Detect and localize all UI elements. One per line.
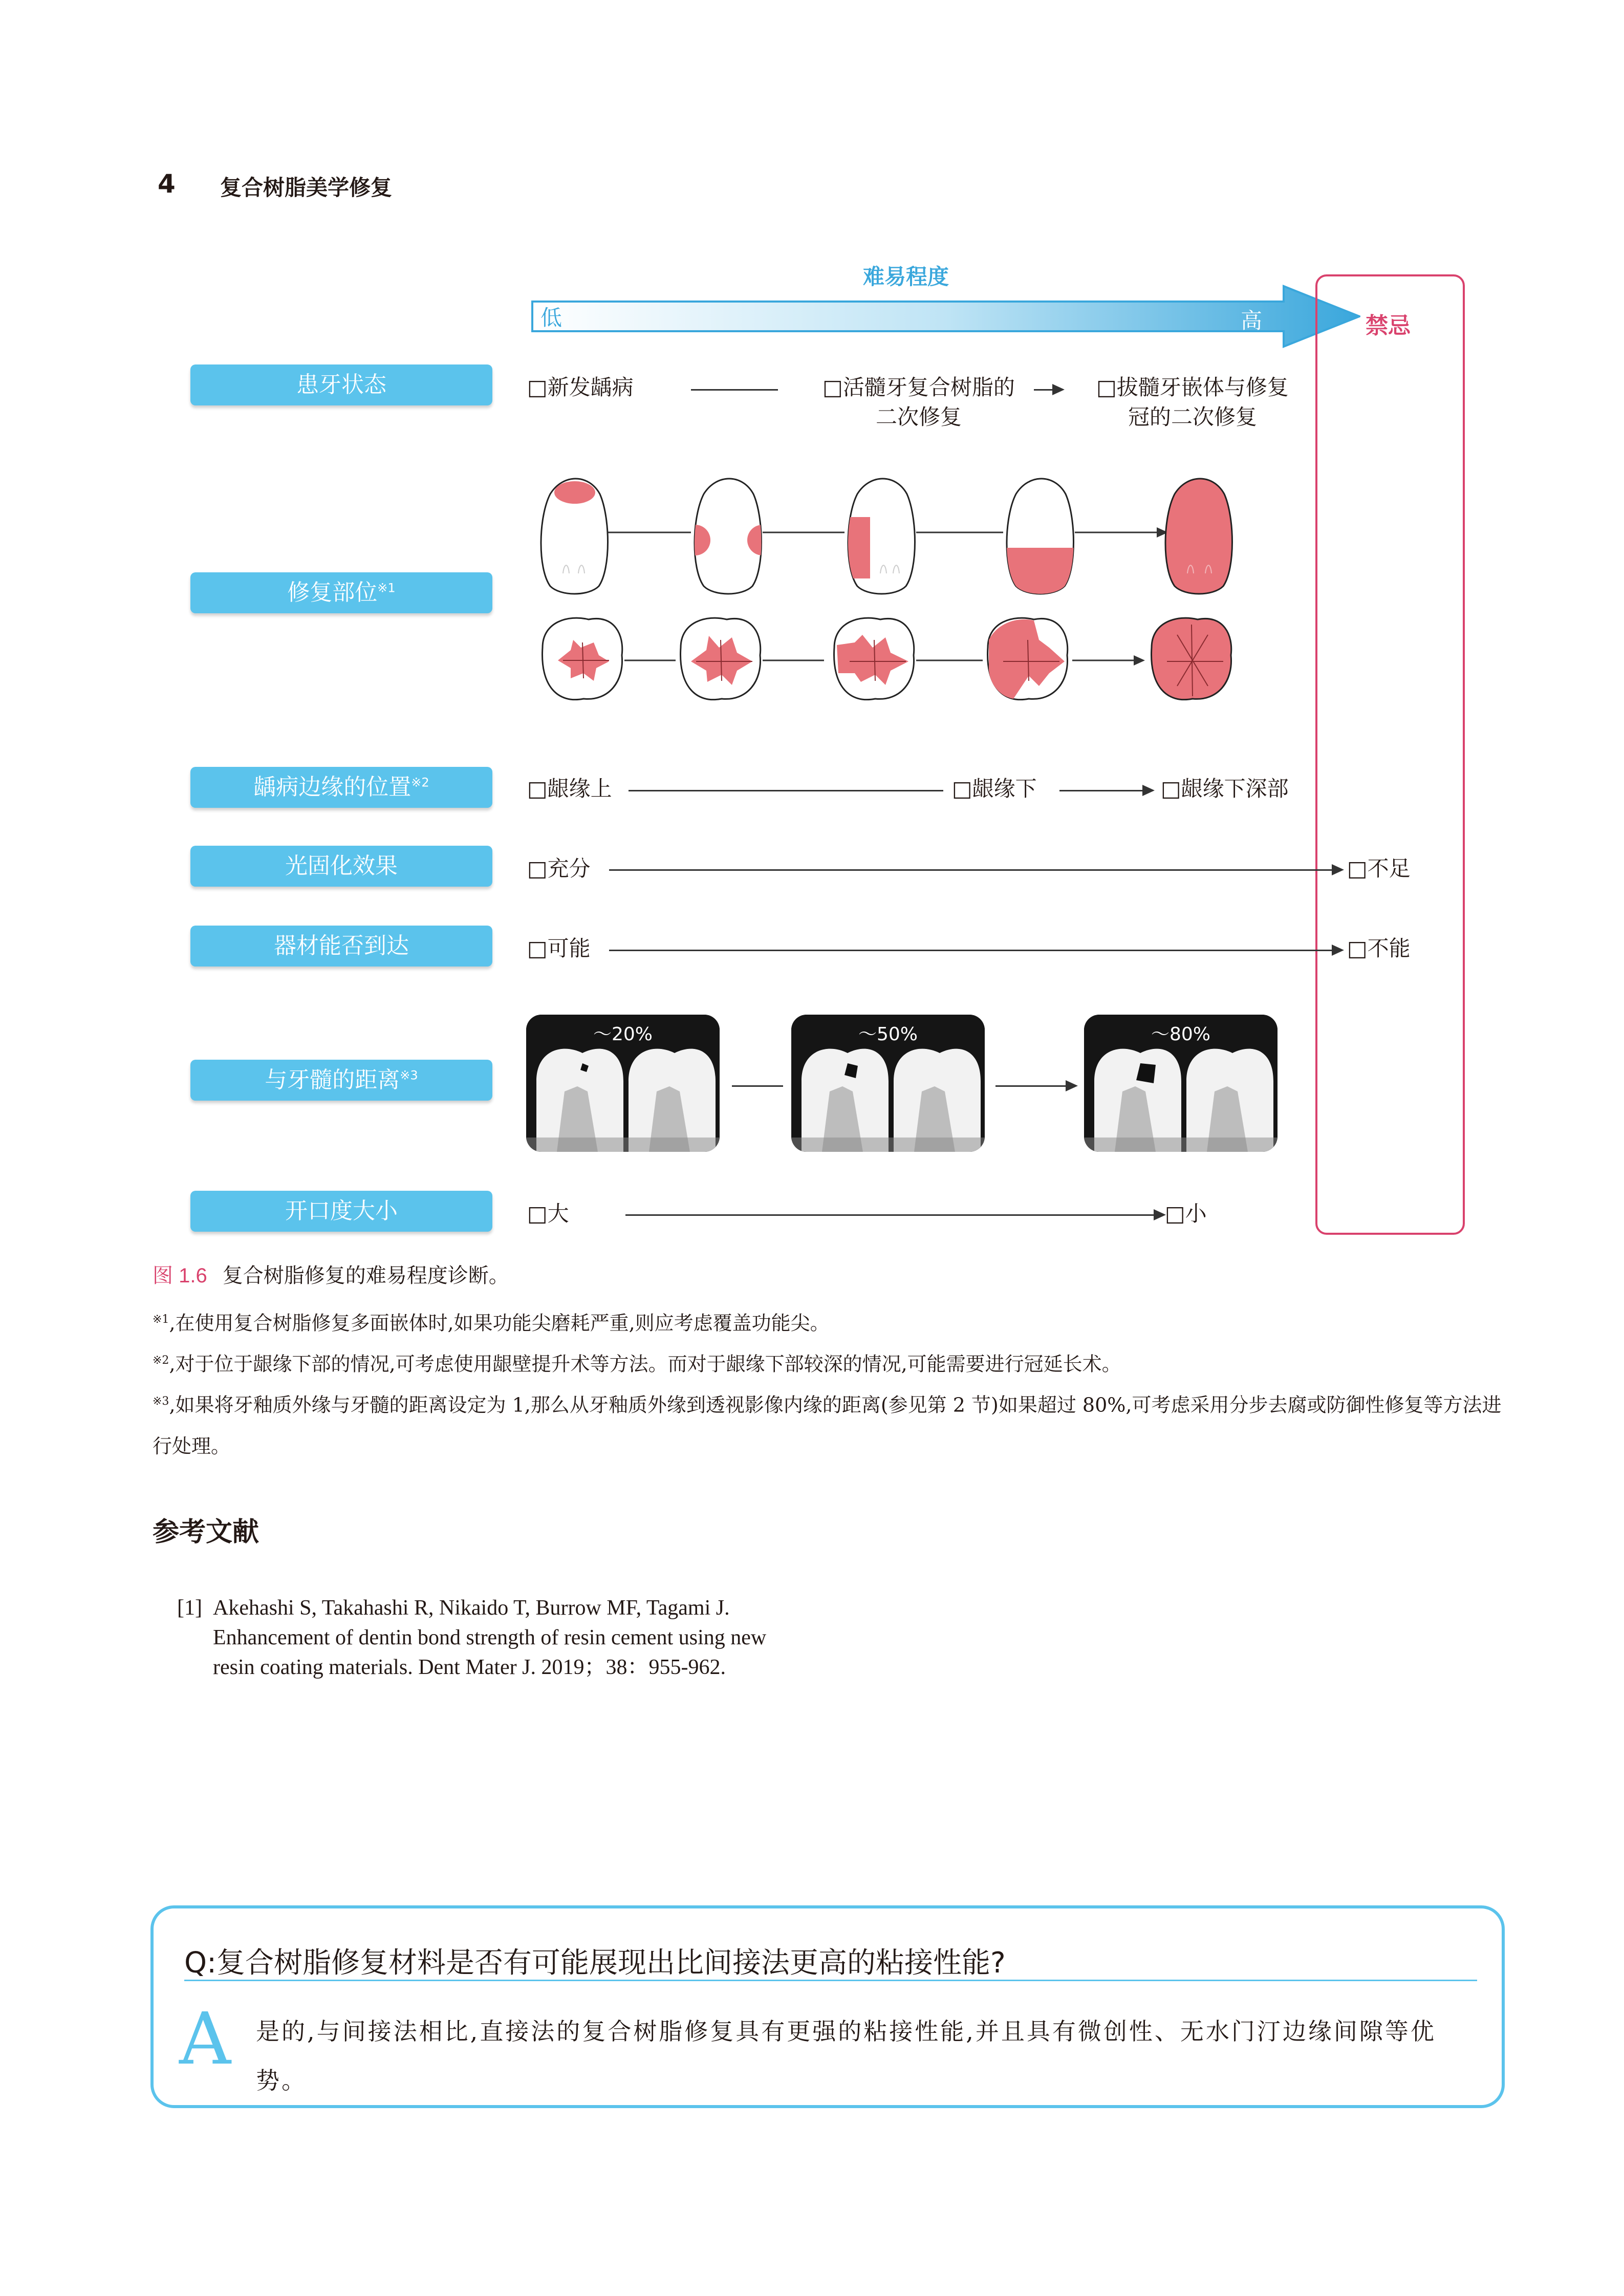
connector-arrow bbox=[609, 869, 1333, 871]
label-pulp-distance: 与牙髓的距离$^{※3}$ bbox=[190, 1060, 492, 1101]
xray-label-20: ～20% bbox=[593, 1024, 653, 1045]
difficulty-high: 高 bbox=[1241, 308, 1263, 333]
references-title: 参考文献 bbox=[153, 1517, 259, 1548]
light-cure-sufficient: □充分 bbox=[527, 856, 591, 881]
contraindication-column bbox=[1315, 274, 1465, 1235]
molar-diagram bbox=[1152, 618, 1231, 700]
connector-line bbox=[629, 790, 943, 791]
opening-large: □大 bbox=[527, 1201, 569, 1226]
tooth-status-new-caries: □新发龋病 bbox=[527, 375, 634, 400]
difficulty-low: 低 bbox=[540, 305, 562, 330]
label-caries-margin: 龋病边缘的位置$^{※2}$ bbox=[190, 767, 492, 808]
arrowhead bbox=[1142, 785, 1155, 796]
xray-label-50: ～50% bbox=[858, 1024, 918, 1045]
connector-line bbox=[691, 389, 778, 391]
question-divider bbox=[184, 1980, 1477, 1981]
margin-subgingival: □龈缘下 bbox=[952, 776, 1037, 801]
label-light-cure: 光固化效果 bbox=[190, 846, 492, 887]
light-cure-insufficient: □不足 bbox=[1347, 856, 1411, 881]
xray-label-80: ～80% bbox=[1151, 1024, 1211, 1045]
footnote-3: $^{※3}$,如果将牙釉质外缘与牙髓的距离设定为 1,那么从牙釉质外缘到透视影像内缘的距离(参见第 2 节)如果超过 80%,可考虑采用分步去腐或防御性修复等方法进行处理。 bbox=[153, 1393, 1502, 1457]
label-restoration-site: 修复部位$^{※1}$ bbox=[190, 572, 492, 613]
answer-text: 是的,与间接法相比,直接法的复合树脂修复具有更强的粘接性能,并且具有微创性、无水门汀边缘间隙等优势。 bbox=[256, 2018, 1436, 2094]
label-mouth-opening: 开口度大小 bbox=[190, 1191, 492, 1232]
arrowhead bbox=[1052, 384, 1065, 395]
connector-arrow bbox=[609, 950, 1333, 951]
molar-diagram bbox=[834, 618, 914, 700]
connector-arrow bbox=[995, 1085, 1067, 1087]
reference-1: [1] Akehashi S, Takahashi R, Nikaido T, Burrow MF, Tagami J. Enhancement of dentin bond strength of resin cement using new resin coating materials. Dent Mater J. 2019；38：955-962. bbox=[177, 1596, 767, 1679]
figure-caption: 图 1.6 复合树脂修复的难易程度诊断。 bbox=[153, 1264, 509, 1288]
arrowhead bbox=[1066, 1080, 1078, 1091]
margin-deep-subgingival: □龈缘下深部 bbox=[1161, 776, 1289, 801]
footnote-1: $^{※1}$,在使用复合树脂修复多面嵌体时,如果功能尖磨耗严重,则应考虑覆盖功能尖。 bbox=[153, 1312, 830, 1335]
page-number: 4 bbox=[158, 169, 176, 199]
restoration-site-diagrams bbox=[522, 471, 1264, 727]
arrowhead bbox=[1332, 945, 1344, 956]
connector-arrow bbox=[625, 1214, 1155, 1216]
arrowhead bbox=[1154, 1209, 1166, 1220]
footnote-2: $^{※2}$,对于位于龈缘下部的情况,可考虑使用龈壁提升术等方法。而对于龈缘下部较深的情况,可能需要进行冠延长术。 bbox=[153, 1353, 1121, 1376]
incisor-diagram bbox=[680, 479, 778, 594]
label-instrument-access: 器材能否到达 bbox=[190, 926, 492, 967]
incisor-diagram bbox=[541, 479, 608, 594]
answer-letter: A bbox=[179, 1998, 231, 2081]
access-impossible: □不能 bbox=[1347, 936, 1411, 961]
arrowhead bbox=[1332, 864, 1344, 875]
connector-line bbox=[732, 1085, 783, 1087]
tooth-status-nonvital-retreat: □拔髓牙嵌体与修复 冠的二次修复 bbox=[1096, 375, 1289, 430]
molar-diagram bbox=[681, 618, 761, 700]
label-tooth-status: 患牙状态 bbox=[190, 364, 492, 405]
incisor-diagram bbox=[998, 479, 1085, 599]
molar-diagram bbox=[988, 618, 1068, 700]
margin-supragingival: □龈缘上 bbox=[527, 776, 612, 801]
connector-arrow bbox=[1059, 790, 1144, 791]
connector-arrow bbox=[1034, 389, 1054, 391]
molar-diagram bbox=[543, 618, 622, 700]
incisor-diagram bbox=[1165, 479, 1232, 594]
contraindication-label: 禁忌 bbox=[1366, 313, 1411, 339]
difficulty-arrow bbox=[531, 283, 1360, 350]
access-possible: □可能 bbox=[527, 936, 591, 961]
opening-small: □小 bbox=[1165, 1201, 1207, 1226]
incisor-diagram bbox=[845, 479, 915, 594]
tooth-status-vital-retreat: □活髓牙复合树脂的 二次修复 bbox=[822, 375, 1015, 430]
running-title: 复合树脂美学修复 bbox=[220, 175, 393, 200]
difficulty-title: 难易程度 bbox=[863, 264, 949, 289]
question-text: Q:复合树脂修复材料是否有可能展现出比间接法更高的粘接性能? bbox=[184, 1946, 1006, 1980]
